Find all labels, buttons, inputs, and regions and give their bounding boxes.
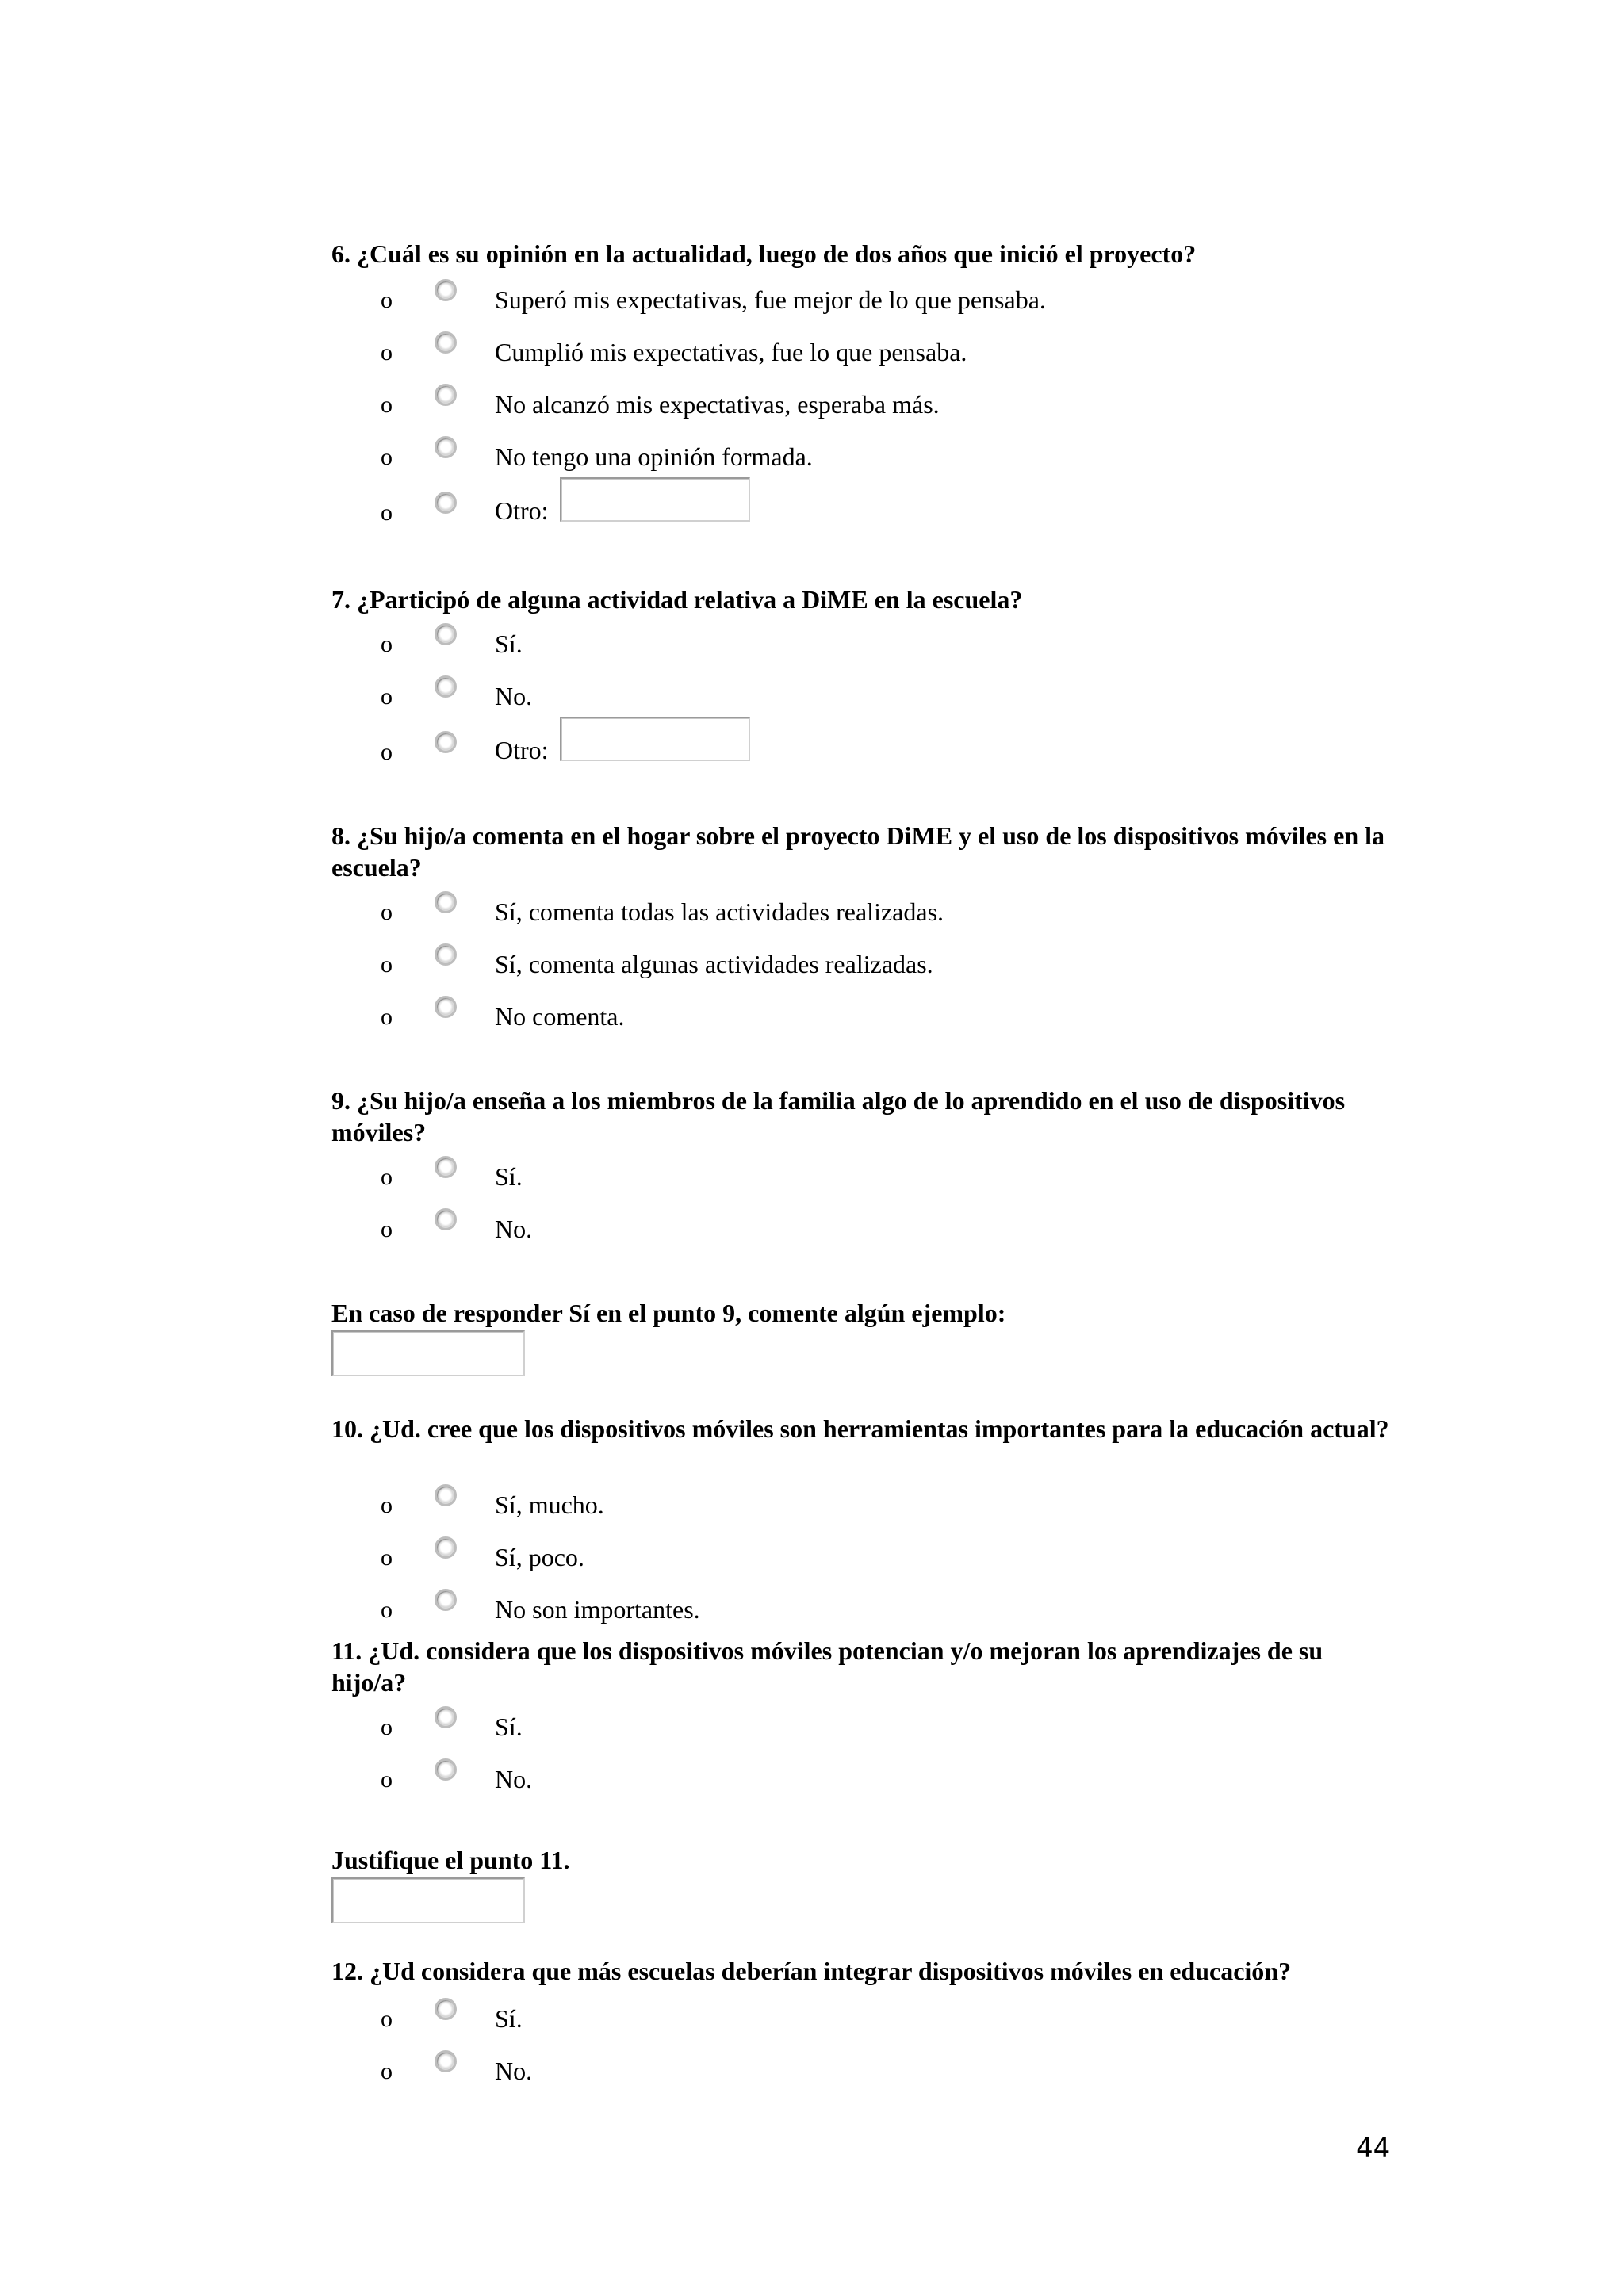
- bullet: o: [381, 1714, 393, 1740]
- q9-option-2[interactable]: [331, 1208, 1362, 1243]
- radio-button-icon[interactable]: [435, 331, 457, 354]
- option-label: Sí, poco.: [495, 1543, 584, 1571]
- bullet: o: [381, 951, 393, 978]
- otro-text-input[interactable]: [560, 717, 750, 761]
- otro-text-input[interactable]: [560, 477, 750, 522]
- radio-button-icon[interactable]: [435, 1484, 457, 1506]
- option-label: Sí.: [495, 1712, 523, 1741]
- question-6: [331, 238, 1410, 270]
- bullet: o: [381, 287, 393, 313]
- option-label: Otro:: [495, 736, 549, 764]
- q9-option-1[interactable]: [331, 1156, 1362, 1191]
- bullet: o: [381, 683, 393, 710]
- q12-option-2[interactable]: [331, 2050, 1362, 2085]
- page-number: 44: [1356, 2133, 1391, 2164]
- question-7-title: 7. ¿Participó de alguna actividad relativa a DiME en la escuela?: [331, 585, 1023, 614]
- radio-button-icon[interactable]: [435, 943, 457, 966]
- question-11-title: 11. ¿Ud. considera que los dispositivos móviles potencian y/o mejoran los aprendizajes de su hijo/a?: [331, 1636, 1323, 1697]
- option-label: No.: [495, 1215, 533, 1243]
- bullet: o: [381, 1164, 393, 1190]
- q8-option-3[interactable]: [331, 996, 1362, 1031]
- q10-option-2[interactable]: [331, 1536, 1362, 1571]
- q9-example-input[interactable]: [331, 1330, 525, 1376]
- question-9-title: 9. ¿Su hijo/a enseña a los miembros de la familia algo de lo aprendido en el uso de dispositivos móviles?: [331, 1086, 1346, 1146]
- radio-button-icon[interactable]: [435, 492, 457, 514]
- q6-option-1[interactable]: [331, 279, 1362, 314]
- bullet: o: [381, 444, 393, 470]
- question-12: [331, 1955, 1410, 1987]
- q7-option-otro[interactable]: [331, 731, 1362, 766]
- q7-option-1[interactable]: [331, 623, 1362, 658]
- bullet: o: [381, 1216, 393, 1242]
- question-11-followup-title: Justifique el punto 11.: [331, 1846, 570, 1874]
- option-label: No.: [495, 682, 533, 710]
- radio-button-icon[interactable]: [435, 1706, 457, 1728]
- q11-justification-input[interactable]: [331, 1877, 525, 1923]
- option-label: Sí, mucho.: [495, 1490, 604, 1519]
- radio-button-icon[interactable]: [435, 1156, 457, 1178]
- radio-button-icon[interactable]: [435, 623, 457, 645]
- radio-button-icon[interactable]: [435, 1998, 457, 2020]
- otro-wrapper: [495, 496, 549, 525]
- radio-button-icon[interactable]: [435, 731, 457, 753]
- radio-button-icon[interactable]: [435, 1208, 457, 1230]
- option-label: Cumplió mis expectativas, fue lo que pensaba.: [495, 338, 967, 366]
- option-label: Sí, comenta algunas actividades realizadas.: [495, 950, 933, 978]
- bullet: o: [381, 392, 393, 418]
- question-10-title: 10. ¿Ud. cree que los dispositivos móviles son herramientas importantes para la educación actual?: [331, 1414, 1389, 1443]
- radio-button-icon[interactable]: [435, 1536, 457, 1559]
- question-9-followup: [331, 1297, 1410, 1329]
- option-label: No alcanzó mis expectativas, esperaba más.: [495, 390, 940, 419]
- option-label: No.: [495, 2057, 533, 2085]
- option-label: Sí.: [495, 1162, 523, 1191]
- option-label: Sí.: [495, 2004, 523, 2033]
- q6-option-2[interactable]: [331, 331, 1362, 366]
- bullet: o: [381, 1766, 393, 1793]
- q10-option-3[interactable]: [331, 1589, 1362, 1624]
- question-8-title: 8. ¿Su hijo/a comenta en el hogar sobre el proyecto DiME y el uso de los dispositivos móviles en la escuela?: [331, 821, 1385, 882]
- question-8: [331, 820, 1410, 883]
- option-label: No tengo una opinión formada.: [495, 442, 813, 471]
- q11-option-1[interactable]: [331, 1706, 1362, 1741]
- radio-button-icon[interactable]: [435, 384, 457, 406]
- radio-button-icon[interactable]: [435, 1589, 457, 1611]
- otro-wrapper: [495, 736, 549, 764]
- option-label: Otro:: [495, 496, 549, 525]
- q12-option-1[interactable]: [331, 1998, 1362, 2033]
- bullet: o: [381, 739, 393, 765]
- q6-option-3[interactable]: [331, 384, 1362, 419]
- option-label: No comenta.: [495, 1002, 625, 1031]
- radio-button-icon[interactable]: [435, 891, 457, 913]
- bullet: o: [381, 499, 393, 526]
- bullet: o: [381, 899, 393, 925]
- bullet: o: [381, 1544, 393, 1571]
- question-9: [331, 1085, 1410, 1148]
- option-label: Superó mis expectativas, fue mejor de lo que pensaba.: [495, 285, 1046, 314]
- bullet: o: [381, 1004, 393, 1030]
- question-10: [331, 1413, 1410, 1445]
- option-label: No.: [495, 1765, 533, 1793]
- option-label: No son importantes.: [495, 1595, 700, 1624]
- question-9-followup-title: En caso de responder Sí en el punto 9, comente algún ejemplo:: [331, 1299, 1006, 1327]
- q7-option-2[interactable]: [331, 675, 1362, 710]
- question-11: [331, 1635, 1410, 1698]
- question-6-title: 6. ¿Cuál es su opinión en la actualidad, luego de dos años que inició el proyecto?: [331, 239, 1197, 268]
- q8-option-1[interactable]: [331, 891, 1362, 926]
- radio-button-icon[interactable]: [435, 1758, 457, 1781]
- option-label: Sí, comenta todas las actividades realizadas.: [495, 897, 944, 926]
- radio-button-icon[interactable]: [435, 279, 457, 301]
- bullet: o: [381, 1597, 393, 1623]
- radio-button-icon[interactable]: [435, 2050, 457, 2072]
- bullet: o: [381, 1492, 393, 1518]
- radio-button-icon[interactable]: [435, 996, 457, 1018]
- question-7: [331, 584, 1410, 615]
- bullet: o: [381, 2006, 393, 2032]
- q8-option-2[interactable]: [331, 943, 1362, 978]
- bullet: o: [381, 631, 393, 657]
- bullet: o: [381, 2058, 393, 2084]
- option-label: Sí.: [495, 629, 523, 658]
- question-12-title: 12. ¿Ud considera que más escuelas deberían integrar dispositivos móviles en educación?: [331, 1957, 1292, 1985]
- question-11-followup: [331, 1844, 1410, 1876]
- q10-option-1[interactable]: [331, 1484, 1362, 1519]
- q6-option-otro[interactable]: [331, 492, 1362, 526]
- q11-option-2[interactable]: [331, 1758, 1362, 1793]
- radio-button-icon[interactable]: [435, 436, 457, 458]
- bullet: o: [381, 339, 393, 365]
- q6-option-4[interactable]: [331, 436, 1362, 471]
- radio-button-icon[interactable]: [435, 675, 457, 698]
